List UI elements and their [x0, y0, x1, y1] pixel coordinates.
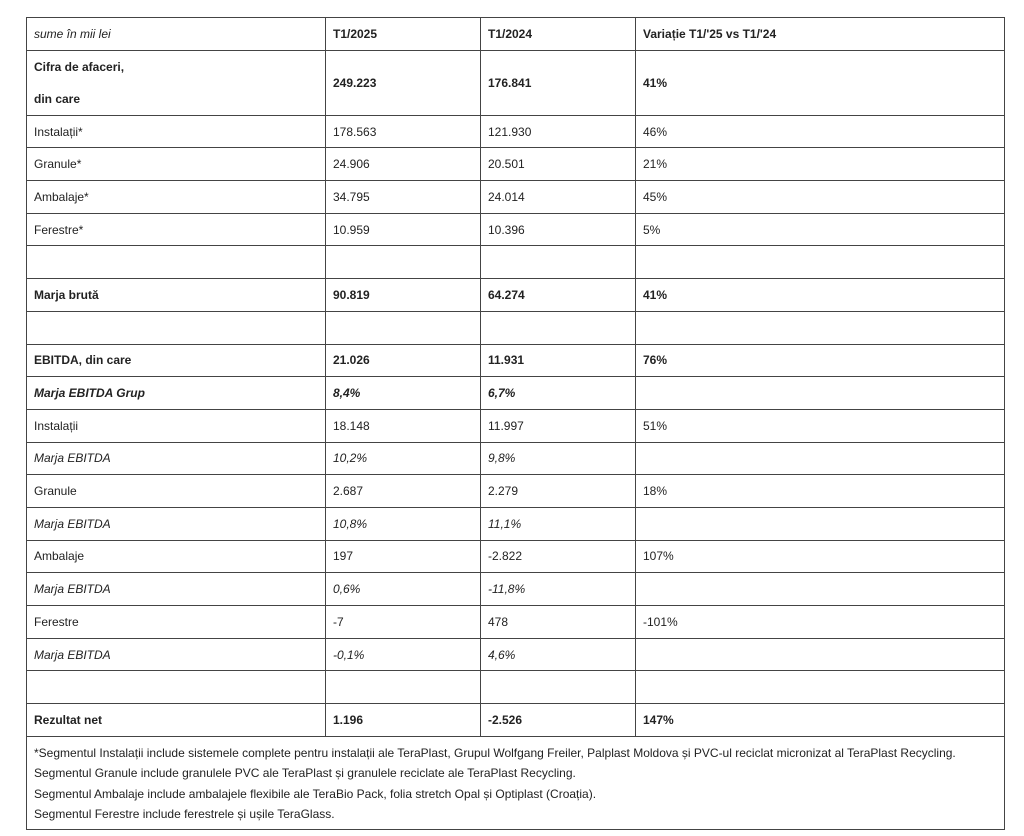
header-row: [27, 18, 1005, 51]
table-row: [27, 279, 1005, 312]
table-row: [27, 148, 1005, 181]
row-t2024-cell: -2.526: [481, 704, 636, 737]
table-row: [27, 213, 1005, 246]
table-row: [27, 573, 1005, 606]
row-t2025-cell: -0,1%: [326, 638, 481, 671]
table-row: [27, 704, 1005, 737]
header-t2025-cell: T1/2025: [326, 18, 481, 51]
row-variation-cell: 5%: [636, 213, 1005, 246]
turnover-variation-cell: 41%: [636, 50, 1005, 115]
row-variation-cell: [636, 638, 1005, 671]
notes-row: [27, 736, 1005, 829]
row-variation-cell: [636, 246, 1005, 279]
turnover-t2024-cell: 176.841: [481, 50, 636, 115]
row-t2025-cell: [326, 671, 481, 704]
row-t2025-cell: 21.026: [326, 344, 481, 377]
row-t2024-cell: 11.997: [481, 409, 636, 442]
row-t2024-cell: 4,6%: [481, 638, 636, 671]
table-row: [27, 115, 1005, 148]
row-t2024-cell: 11,1%: [481, 507, 636, 540]
table-body: [27, 18, 1005, 830]
row-label-cell: Ferestre: [27, 606, 326, 639]
row-t2025-cell: 10,8%: [326, 507, 481, 540]
row-t2024-cell: -2.822: [481, 540, 636, 573]
table-row: [27, 246, 1005, 279]
row-t2025-cell: [326, 311, 481, 344]
row-variation-cell: 51%: [636, 409, 1005, 442]
row-variation-cell: 18%: [636, 475, 1005, 508]
row-label-cell: Rezultat net: [27, 704, 326, 737]
table-row: [27, 606, 1005, 639]
table-row: [27, 638, 1005, 671]
row-t2024-cell: 6,7%: [481, 377, 636, 410]
table-row: [27, 409, 1005, 442]
row-variation-cell: 45%: [636, 181, 1005, 214]
row-t2024-cell: 64.274: [481, 279, 636, 312]
table-row: [27, 442, 1005, 475]
row-label-cell: Marja brută: [27, 279, 326, 312]
row-variation-cell: [636, 311, 1005, 344]
row-t2024-cell: 24.014: [481, 181, 636, 214]
row-variation-cell: [636, 442, 1005, 475]
row-variation-cell: 46%: [636, 115, 1005, 148]
row-t2025-cell: 34.795: [326, 181, 481, 214]
header-variation-cell: Variație T1/'25 vs T1/'24: [636, 18, 1005, 51]
turnover-t2025-cell: 249.223: [326, 50, 481, 115]
row-label-cell: Marja EBITDA: [27, 442, 326, 475]
segment-note: Segmentul Ferestre include ferestrele și ușile TeraGlass.: [34, 807, 335, 822]
row-t2024-cell: 121.930: [481, 115, 636, 148]
row-label-cell: EBITDA, din care: [27, 344, 326, 377]
row-t2024-cell: 10.396: [481, 213, 636, 246]
segment-note: Segmentul Ambalaje include ambalajele flexibile ale TeraBio Pack, folia stretch Opal și Optiplast (Croația).: [34, 786, 597, 801]
row-t2025-cell: 10,2%: [326, 442, 481, 475]
turnover-label-line2: din care: [34, 91, 81, 106]
row-t2024-cell: 20.501: [481, 148, 636, 181]
row-t2024-cell: 9,8%: [481, 442, 636, 475]
row-t2025-cell: [326, 246, 481, 279]
row-t2025-cell: 10.959: [326, 213, 481, 246]
row-t2025-cell: 178.563: [326, 115, 481, 148]
row-label-cell: Ambalaje*: [27, 181, 326, 214]
notes-cell: [27, 736, 1005, 829]
row-variation-cell: 76%: [636, 344, 1005, 377]
table-row: [27, 311, 1005, 344]
row-label-cell: Ambalaje: [27, 540, 326, 573]
row-t2025-cell: 197: [326, 540, 481, 573]
row-t2024-cell: -11,8%: [481, 573, 636, 606]
row-label-cell: Marja EBITDA: [27, 573, 326, 606]
row-variation-cell: [636, 507, 1005, 540]
row-t2025-cell: 8,4%: [326, 377, 481, 410]
row-label-cell: Marja EBITDA: [27, 507, 326, 540]
financial-results-table: [26, 17, 1005, 830]
row-t2025-cell: 0,6%: [326, 573, 481, 606]
row-label-cell: Ferestre*: [27, 213, 326, 246]
row-variation-cell: 147%: [636, 704, 1005, 737]
segment-note: Segmentul Granule include granulele PVC ale TeraPlast și granulele reciclate ale TeraPlast Recycling.: [34, 766, 576, 781]
row-label-cell: Instalații: [27, 409, 326, 442]
row-label-cell: Marja EBITDA: [27, 638, 326, 671]
header-units-cell: sume în mii lei: [27, 18, 326, 51]
row-t2025-cell: 2.687: [326, 475, 481, 508]
row-variation-cell: -101%: [636, 606, 1005, 639]
row-variation-cell: [636, 573, 1005, 606]
table-row: [27, 377, 1005, 410]
row-label-cell: Granule: [27, 475, 326, 508]
row-t2025-cell: 24.906: [326, 148, 481, 181]
row-variation-cell: [636, 671, 1005, 704]
row-variation-cell: 107%: [636, 540, 1005, 573]
table-row: [27, 507, 1005, 540]
row-label-cell: Instalații*: [27, 115, 326, 148]
row-label-cell: Granule*: [27, 148, 326, 181]
row-t2024-cell: [481, 671, 636, 704]
row-variation-cell: 21%: [636, 148, 1005, 181]
row-label-cell: Marja EBITDA Grup: [27, 377, 326, 410]
table-row: [27, 475, 1005, 508]
table-row: [27, 344, 1005, 377]
row-t2024-cell: 11.931: [481, 344, 636, 377]
row-t2025-cell: 1.196: [326, 704, 481, 737]
row-label-cell: [27, 246, 326, 279]
row-t2024-cell: [481, 246, 636, 279]
row-t2025-cell: 90.819: [326, 279, 481, 312]
turnover-label-line1: Cifra de afaceri,: [34, 59, 125, 74]
row-t2024-cell: [481, 311, 636, 344]
segment-note: *Segmentul Instalații include sistemele complete pentru instalații ale TeraPlast, Grupul Wolfgang Freiler, Palplast Moldova și PVC-ul reciclat micronizat al TeraPlast Recycling.: [34, 745, 956, 760]
header-t2024-cell: T1/2024: [481, 18, 636, 51]
turnover-label-cell: [27, 50, 326, 115]
row-t2025-cell: -7: [326, 606, 481, 639]
financial-results-table-container: [26, 17, 1004, 830]
row-t2024-cell: 2.279: [481, 475, 636, 508]
table-row: [27, 540, 1005, 573]
row-label-cell: [27, 311, 326, 344]
table-row: [27, 181, 1005, 214]
row-t2025-cell: 18.148: [326, 409, 481, 442]
row-label-cell: [27, 671, 326, 704]
row-variation-cell: [636, 377, 1005, 410]
turnover-row: [27, 50, 1005, 115]
table-row: [27, 671, 1005, 704]
row-variation-cell: 41%: [636, 279, 1005, 312]
row-t2024-cell: 478: [481, 606, 636, 639]
